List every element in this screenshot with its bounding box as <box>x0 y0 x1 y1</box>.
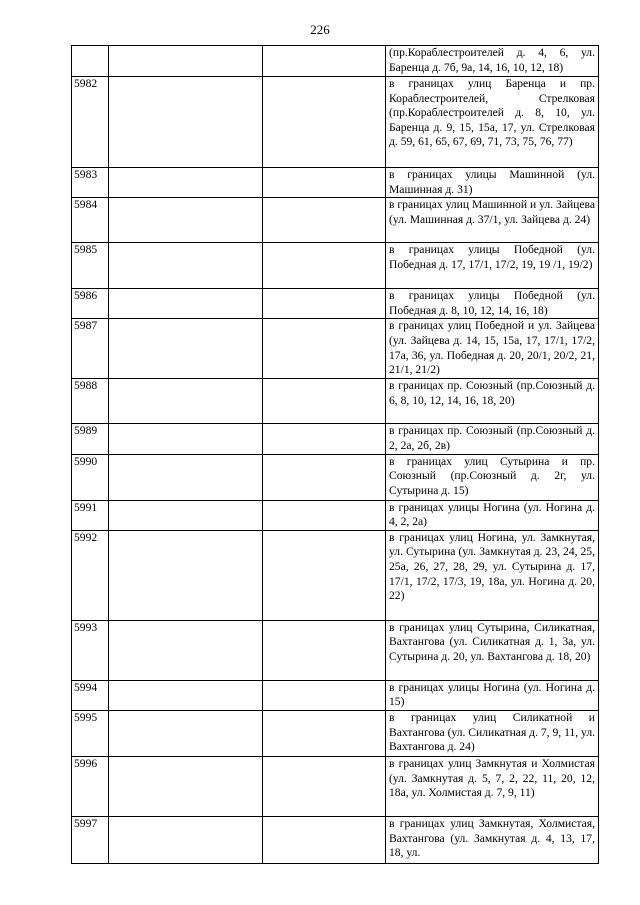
table-row <box>72 620 599 680</box>
table-row <box>72 289 599 319</box>
empty-cell <box>263 319 386 379</box>
empty-cell <box>109 319 263 379</box>
empty-cell <box>263 620 386 680</box>
address-cell <box>386 680 599 710</box>
table-row <box>72 168 599 198</box>
address-text: в границах улиц Силикатной и Вахтангова (ул. Силикатная д. 7, 9, 11, ул. Вахтангова д. 24) <box>389 710 595 754</box>
table-row <box>72 816 599 863</box>
empty-cell <box>263 198 386 243</box>
address-text: в границах пр. Союзный (пр.Союзный д. 6, 8, 10, 12, 14, 16, 18, 20) <box>389 379 595 407</box>
table-row <box>72 243 599 289</box>
empty-cell <box>263 168 386 198</box>
empty-cell <box>263 289 386 319</box>
row-number: 5987 <box>72 319 109 379</box>
address-cell <box>386 379 599 424</box>
empty-cell <box>263 243 386 289</box>
table-row <box>72 756 599 816</box>
empty-cell <box>109 289 263 319</box>
empty-cell <box>109 454 263 500</box>
empty-cell <box>109 243 263 289</box>
empty-cell <box>263 816 386 863</box>
row-number: 5989 <box>72 424 109 454</box>
address-text: в границах улиц Сутырина, Силикатная, Вахтангова (ул. Силикатная д. 1, 3а, ул. Сутырина д. 20, ул. Вахтангова д. 18, 20) <box>389 620 595 663</box>
table-row <box>72 710 599 756</box>
row-number: 5988 <box>72 379 109 424</box>
address-cell <box>386 620 599 680</box>
row-number: 5982 <box>72 77 109 168</box>
table-row <box>72 198 599 243</box>
row-number: 5992 <box>72 530 109 620</box>
address-text: в границах улицы Ногина (ул. Ногина д. 4, 2, 2а) <box>389 500 595 529</box>
empty-cell <box>109 198 263 243</box>
address-text: в границах улиц Машинной и ул. Зайцева (ул. Машинная д. 37/1, ул. Зайцева д. 24) <box>389 198 595 226</box>
empty-cell <box>109 710 263 756</box>
row-number: 5986 <box>72 289 109 319</box>
empty-cell <box>109 816 263 863</box>
address-cell <box>386 710 599 756</box>
address-cell <box>386 530 599 620</box>
address-text: в границах улиц Сутырина и пр. Союзный (пр.Союзный д. 2г, ул. Сутырина д. 15) <box>389 454 595 497</box>
row-number: 5990 <box>72 454 109 500</box>
address-text: в границах улицы Ногина (ул. Ногина д. 15) <box>389 680 595 709</box>
row-number: 5994 <box>72 680 109 710</box>
address-cell <box>386 756 599 816</box>
address-text: в границах улицы Машинной (ул. Машинная д. 31) <box>389 168 595 196</box>
address-text: в границах улиц Ногина, ул. Замкнутая, ул. Сутырина (ул. Замкнутая д. 23, 24, 25, 25а, 26, 27, 28, 29, ул. Сутырина д. 17, 17/1, 17/2, 17/3, 19, 18а, ул. Ногина д. 20, 22) <box>389 530 595 603</box>
address-cell <box>386 77 599 168</box>
address-text: в границах улицы Победной (ул. Победная д. 8, 10, 12, 14, 16, 18) <box>389 289 595 317</box>
row-number: 5985 <box>72 243 109 289</box>
empty-cell <box>263 710 386 756</box>
address-cell <box>386 454 599 500</box>
address-text: в границах улицы Победной (ул. Победная д. 17, 17/1, 17/2, 19, 19 /1, 19/2) <box>389 243 595 271</box>
table-row <box>72 500 599 530</box>
row-number <box>72 46 109 77</box>
address-table <box>71 45 599 864</box>
empty-cell <box>263 500 386 530</box>
empty-cell <box>109 680 263 710</box>
page-number: 226 <box>310 22 330 37</box>
address-cell <box>386 319 599 379</box>
empty-cell <box>109 530 263 620</box>
address-text: в границах улиц Замкнутая и Холмистая (ул. Замкнутая д. 5, 7, 2, 22, 11, 20, 12, 18а, ул. Холмистая д. 7, 9, 11) <box>389 756 595 800</box>
empty-cell <box>109 168 263 198</box>
address-text: в границах улиц Замкнутая, Холмистая, Вахтангова (ул. Замкнутая д. 4, 13, 17, 18, ул. <box>389 816 595 860</box>
address-text: (пр.Кораблестроителей д. 4, 6, ул. Баренца д. 7б, 9а, 14, 16, 10, 12, 18) <box>389 46 595 74</box>
address-text: в границах улиц Победной и ул. Зайцева (ул. Зайцева д. 14, 15, 15а, 17, 17/1, 17/2, 17а, 36, ул. Победная д. 20, 20/1, 20/2, 21, 21/1, 21/2) <box>389 319 595 377</box>
table-row <box>72 77 599 168</box>
table-row <box>72 46 599 77</box>
table-row <box>72 680 599 710</box>
address-cell <box>386 198 599 243</box>
empty-cell <box>109 77 263 168</box>
row-number: 5997 <box>72 816 109 863</box>
table-row <box>72 319 599 379</box>
row-number: 5993 <box>72 620 109 680</box>
empty-cell <box>263 454 386 500</box>
address-cell <box>386 289 599 319</box>
empty-cell <box>109 424 263 454</box>
table-row <box>72 424 599 454</box>
empty-cell <box>263 530 386 620</box>
empty-cell <box>263 424 386 454</box>
empty-cell <box>109 500 263 530</box>
empty-cell <box>263 379 386 424</box>
row-number: 5995 <box>72 710 109 756</box>
address-cell <box>386 243 599 289</box>
address-cell <box>386 500 599 530</box>
address-cell <box>386 168 599 198</box>
table-row <box>72 530 599 620</box>
empty-cell <box>109 620 263 680</box>
row-number: 5984 <box>72 198 109 243</box>
address-cell <box>386 424 599 454</box>
address-text: в границах пр. Союзный (пр.Союзный д. 2, 2а, 2б, 2в) <box>389 424 595 452</box>
empty-cell <box>109 46 263 77</box>
empty-cell <box>263 77 386 168</box>
row-number: 5996 <box>72 756 109 816</box>
row-number: 5991 <box>72 500 109 530</box>
address-cell <box>386 46 599 77</box>
row-number: 5983 <box>72 168 109 198</box>
empty-cell <box>263 756 386 816</box>
empty-cell <box>109 756 263 816</box>
address-text: в границах улиц Баренца и пр. Кораблестроителей, Стрелковая (пр.Кораблестроителей д. 8, 10, ул. Баренца д. 9, 15, 15а, 17, ул. Стрелковая д. 59, 61, 65, 67, 69, 71, 73, 75, 76, 77) <box>389 77 595 149</box>
address-cell <box>386 816 599 863</box>
empty-cell <box>109 379 263 424</box>
empty-cell <box>263 680 386 710</box>
empty-cell <box>263 46 386 77</box>
table-row <box>72 454 599 500</box>
table-row <box>72 379 599 424</box>
